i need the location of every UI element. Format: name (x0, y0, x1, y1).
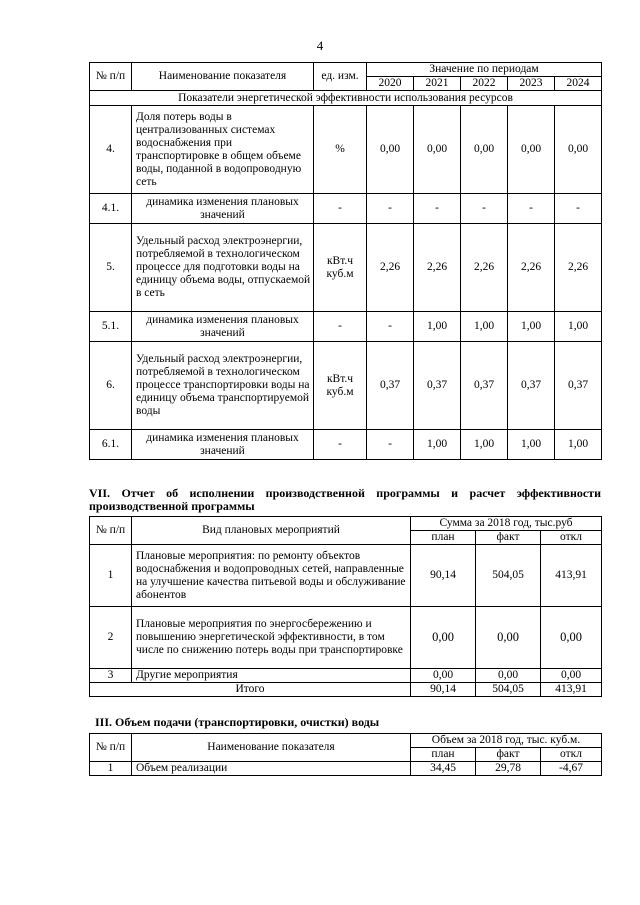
row-fact: 0,00 (476, 669, 541, 683)
row-value: - (367, 194, 414, 224)
row-value: - (367, 430, 414, 460)
header-num: № п/п (90, 517, 132, 545)
row-value: 2,26 (555, 224, 602, 312)
total-row (90, 683, 602, 697)
row-name: Плановые мероприятия по энергосбережению и повышению энергетической эффективности, в том числе по снижению потерь воды при транспортировке (132, 607, 411, 669)
header-year: 2022 (461, 77, 508, 91)
row-name: Другие мероприятия (132, 669, 411, 683)
table-row (90, 312, 602, 342)
header-dev: откл (541, 531, 602, 545)
row-value: 0,37 (414, 342, 461, 430)
header-dev: откл (541, 748, 602, 762)
row-value: 1,00 (555, 312, 602, 342)
row-value: 0,37 (461, 342, 508, 430)
group-title: Показатели энергетической эффективности использования ресурсов (90, 91, 602, 106)
row-value: 0,00 (367, 106, 414, 194)
header-unit: ед. изм. (314, 63, 367, 91)
header-volume: Объем за 2018 год, тыс. куб.м. (411, 734, 602, 748)
row-fact: 504,05 (476, 545, 541, 607)
header-num: № п/п (90, 734, 132, 762)
row-value: 2,26 (367, 224, 414, 312)
water-volume-table (89, 733, 602, 776)
program-report-table (89, 516, 602, 697)
total-plan: 90,14 (411, 683, 476, 697)
row-unit: - (314, 194, 367, 224)
row-num: 1 (90, 545, 132, 607)
row-unit: - (314, 430, 367, 460)
row-value: 1,00 (555, 430, 602, 460)
header-year: 2021 (414, 77, 461, 91)
header-plan: план (411, 748, 476, 762)
row-value: - (555, 194, 602, 224)
header-name: Наименование показателя (132, 734, 411, 762)
row-num: 5. (90, 224, 132, 312)
section-3-title: III. Объем подачи (транспортировки, очистки) воды (95, 715, 380, 729)
row-unit: кВт.ч куб.м (314, 342, 367, 430)
section-7-title: VII. Отчет об исполнении производственной программы и расчет эффективности производственной программы (89, 486, 601, 513)
row-dev: -4,67 (541, 762, 602, 776)
row-name: Удельный расход электроэнергии, потребляемой в технологическом процессе для подготовки воды на единицу объема воды, отпускаемой в сеть (132, 224, 314, 312)
row-value: 0,37 (555, 342, 602, 430)
row-num: 6. (90, 342, 132, 430)
row-value: 2,26 (508, 224, 555, 312)
table-row (90, 669, 602, 683)
row-num: 4. (90, 106, 132, 194)
header-name: Наименование показателя (132, 63, 314, 91)
row-value: 0,37 (508, 342, 555, 430)
row-name: Объем реализации (132, 762, 411, 776)
total-label: Итого (90, 683, 411, 697)
row-value: 0,37 (367, 342, 414, 430)
table-row (90, 762, 602, 776)
table-row (90, 430, 602, 460)
header-num: № п/п (90, 63, 132, 91)
header-fact: факт (476, 748, 541, 762)
page-number: 4 (316, 38, 324, 53)
row-unit: кВт.ч куб.м (314, 224, 367, 312)
row-value: 2,26 (461, 224, 508, 312)
row-num: 6.1. (90, 430, 132, 460)
table-row (90, 545, 602, 607)
header-year: 2023 (508, 77, 555, 91)
header-sum: Сумма за 2018 год, тыс.руб (411, 517, 602, 531)
row-name: Доля потерь воды в централизованных системах водоснабжения при транспортировке в общем объеме воды, поданной в водопроводную сеть (132, 106, 314, 194)
row-num: 2 (90, 607, 132, 669)
row-fact: 29,78 (476, 762, 541, 776)
row-name: Плановые мероприятия: по ремонту объектов водоснабжения и водопроводных сетей, направленные на улучшение качества питьевой воды и обслуживание абонентов (132, 545, 411, 607)
table-row (90, 224, 602, 312)
row-value: - (508, 194, 555, 224)
header-plan: план (411, 531, 476, 545)
row-value: 1,00 (414, 430, 461, 460)
row-value: - (461, 194, 508, 224)
header-name: Вид плановых мероприятий (132, 517, 411, 545)
total-dev: 413,91 (541, 683, 602, 697)
row-value: - (367, 312, 414, 342)
row-value: 2,26 (414, 224, 461, 312)
row-value: 1,00 (508, 312, 555, 342)
row-value: 1,00 (414, 312, 461, 342)
row-value: 1,00 (508, 430, 555, 460)
row-value: - (414, 194, 461, 224)
row-value: 0,00 (555, 106, 602, 194)
row-num: 5.1. (90, 312, 132, 342)
row-value: 0,00 (508, 106, 555, 194)
row-num: 4.1. (90, 194, 132, 224)
total-fact: 504,05 (476, 683, 541, 697)
row-value: 0,00 (461, 106, 508, 194)
row-fact: 0,00 (476, 607, 541, 669)
row-dev: 0,00 (541, 607, 602, 669)
row-name: динамика изменения плановых значений (132, 430, 314, 460)
row-plan: 0,00 (411, 607, 476, 669)
row-dev: 0,00 (541, 669, 602, 683)
row-name: Удельный расход электроэнергии, потребляемой в технологическом процессе транспортировки воды на единицу объема транспортируемой воды (132, 342, 314, 430)
row-unit: - (314, 312, 367, 342)
header-year: 2024 (555, 77, 602, 91)
table-row (90, 106, 602, 194)
table-row (90, 607, 602, 669)
header-fact: факт (476, 531, 541, 545)
table-row (90, 342, 602, 430)
table-row (90, 194, 602, 224)
row-value: 1,00 (461, 312, 508, 342)
header-periods: Значение по периодам (367, 63, 602, 77)
energy-efficiency-table (89, 62, 602, 460)
row-name: динамика изменения плановых значений (132, 312, 314, 342)
row-dev: 413,91 (541, 545, 602, 607)
row-plan: 90,14 (411, 545, 476, 607)
row-plan: 0,00 (411, 669, 476, 683)
row-num: 3 (90, 669, 132, 683)
row-value: 1,00 (461, 430, 508, 460)
row-unit: % (314, 106, 367, 194)
row-name: динамика изменения плановых значений (132, 194, 314, 224)
row-plan: 34,45 (411, 762, 476, 776)
header-year: 2020 (367, 77, 414, 91)
row-num: 1 (90, 762, 132, 776)
row-value: 0,00 (414, 106, 461, 194)
